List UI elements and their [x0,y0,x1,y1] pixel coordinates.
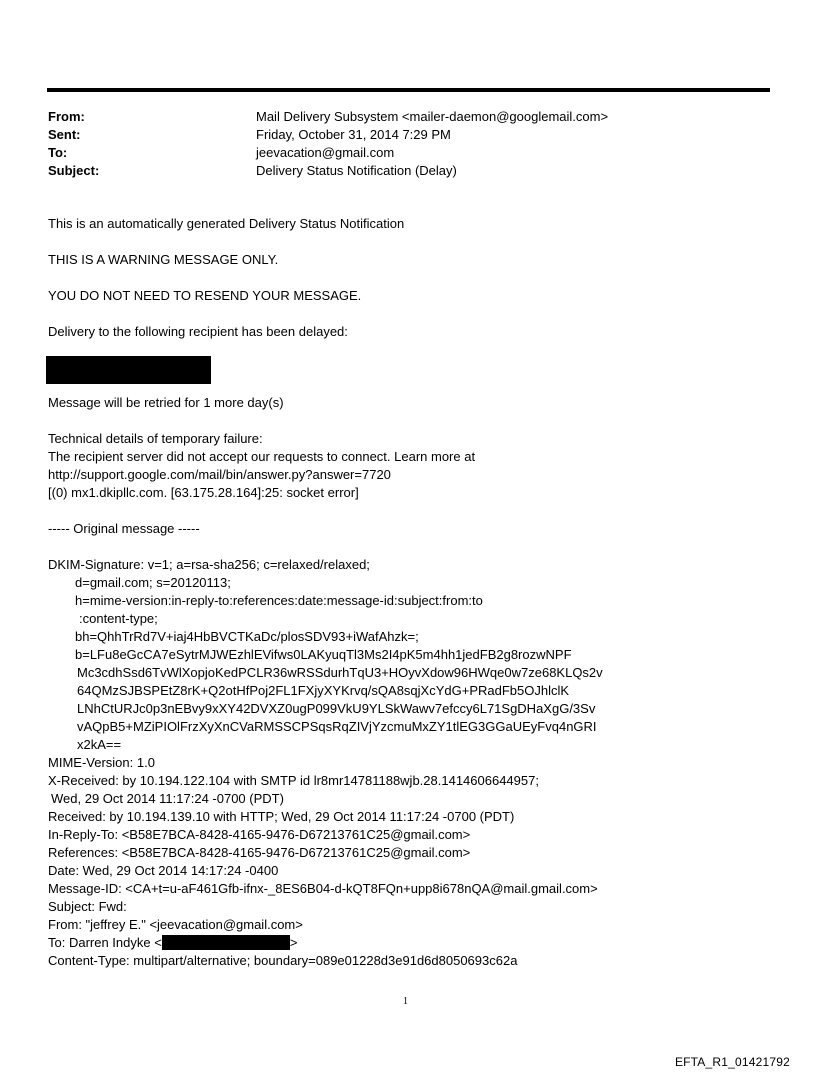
email-header [48,108,768,180]
redacted-recipient-block [46,356,211,384]
received-line: Received: by 10.194.139.10 with HTTP; Wed, 29 Oct 2014 11:17:24 -0700 (PDT) [48,809,515,824]
dkim-h-continued-line: :content-type; [79,611,158,626]
subject-line: Subject: Fwd: [48,899,127,914]
body-line-no-resend: YOU DO NOT NEED TO RESEND YOUR MESSAGE. [48,288,362,303]
tech-details-line: The recipient server did not accept our requests to connect. Learn more at [48,449,476,464]
sent-row [48,126,768,144]
top-rule [47,88,770,92]
socket-error-line: [(0) mx1.dkipllc.com. [63.175.28.164]:25: socket error] [48,485,359,500]
dkim-b-line-2: Mc3cdhSsd6TvWlXopjoKedPCLR36wRSSdurhTqU3+HOyvXdow96HWqe0w7ze68KLQs2v [77,665,603,680]
from-label: From: [48,109,85,124]
sent-value: Friday, October 31, 2014 7:29 PM [256,127,451,142]
dkim-b-line-3: 64QMzSJBSPEtZ8rK+Q2otHfPoj2FL1FXjyXYKrvq/sQA8sqjXcYdG+PRadFb5OJhlclK [77,683,570,698]
redacted-email-block [162,935,290,950]
references-line: References: <B58E7BCA-8428-4165-9476-D67213761C25@gmail.com> [48,845,471,860]
original-message-divider: ----- Original message ----- [48,521,200,536]
dkim-bh-line: bh=QhhTrRd7V+iaj4HbBVCTKaDc/plosSDV93+iWafAhzk=; [75,629,419,644]
x-received-line: X-Received: by 10.194.122.104 with SMTP id lr8mr14781188wjb.28.1414606644957; [48,773,539,788]
dkim-d-line: d=gmail.com; s=20120113; [75,575,231,590]
tech-details-heading: Technical details of temporary failure: [48,431,263,446]
dkim-b-line-6: x2kA== [77,737,122,752]
retry-line: Message will be retried for 1 more day(s) [48,395,284,410]
to-line-prefix: To: Darren Indyke < [48,935,162,950]
to-value: jeevacation@gmail.com [256,145,395,160]
in-reply-to-line: In-Reply-To: <B58E7BCA-8428-4165-9476-D67213761C25@gmail.com> [48,827,471,842]
message-id-line: Message-ID: <CA+t=u-aF461Gfb-ifnx-_8ES6B04-d-kQT8FQn+upp8i678nQA@mail.gmail.com> [48,881,598,896]
body-line-notification: This is an automatically generated Delivery Status Notification [48,216,405,231]
from-row [48,108,768,126]
subject-value: Delivery Status Notification (Delay) [256,163,457,178]
from-line: From: "jeffrey E." <jeevacation@gmail.com> [48,917,303,932]
to-label: To: [48,145,68,160]
subject-label: Subject: [48,163,100,178]
content-type-line: Content-Type: multipart/alternative; boundary=089e01228d3e91d6d8050693c62a [48,953,518,968]
dkim-b-line-5: vAQpB5+MZiPIOlFrzXyXnCVaRMSSCPSqsRqZIVjYzcmuMxZY1tlEG3GGaUEyFvq4nGRI [77,719,597,734]
bates-number: EFTA_R1_01421792 [674,1055,790,1069]
dkim-signature-line: DKIM-Signature: v=1; a=rsa-sha256; c=relaxed/relaxed; [48,557,370,572]
to-line [48,934,297,952]
mime-version-line: MIME-Version: 1.0 [48,755,155,770]
to-row [48,144,768,162]
from-value: Mail Delivery Subsystem <mailer-daemon@googlemail.com> [256,109,609,124]
subject-row [48,162,768,180]
body-line-warning: THIS IS A WARNING MESSAGE ONLY. [48,252,279,267]
sent-label: Sent: [48,127,81,142]
page-number: 1 [403,996,408,1007]
to-line-suffix: > [289,935,298,950]
x-received-date-line: Wed, 29 Oct 2014 11:17:24 -0700 (PDT) [51,791,284,806]
dkim-b-line-4: LNhCtURJc0p3nEBvy9xXY42DVXZ0ugP099VkU9YLSkWawv7efccy6L71SgDHaXgG/3Sv [77,701,596,716]
body-line-delayed: Delivery to the following recipient has been delayed: [48,324,348,339]
dkim-b-line-1: b=LFu8eGcCA7eSytrMJWEzhlEVifws0LAKyuqTl3Ms2I4pK5m4hh1jedFB2g8rozwNPF [75,647,572,662]
dkim-h-line: h=mime-version:in-reply-to:references:date:message-id:subject:from:to [75,593,483,608]
support-link: http://support.google.com/mail/bin/answer.py?answer=7720 [48,467,391,482]
date-line: Date: Wed, 29 Oct 2014 14:17:24 -0400 [48,863,279,878]
